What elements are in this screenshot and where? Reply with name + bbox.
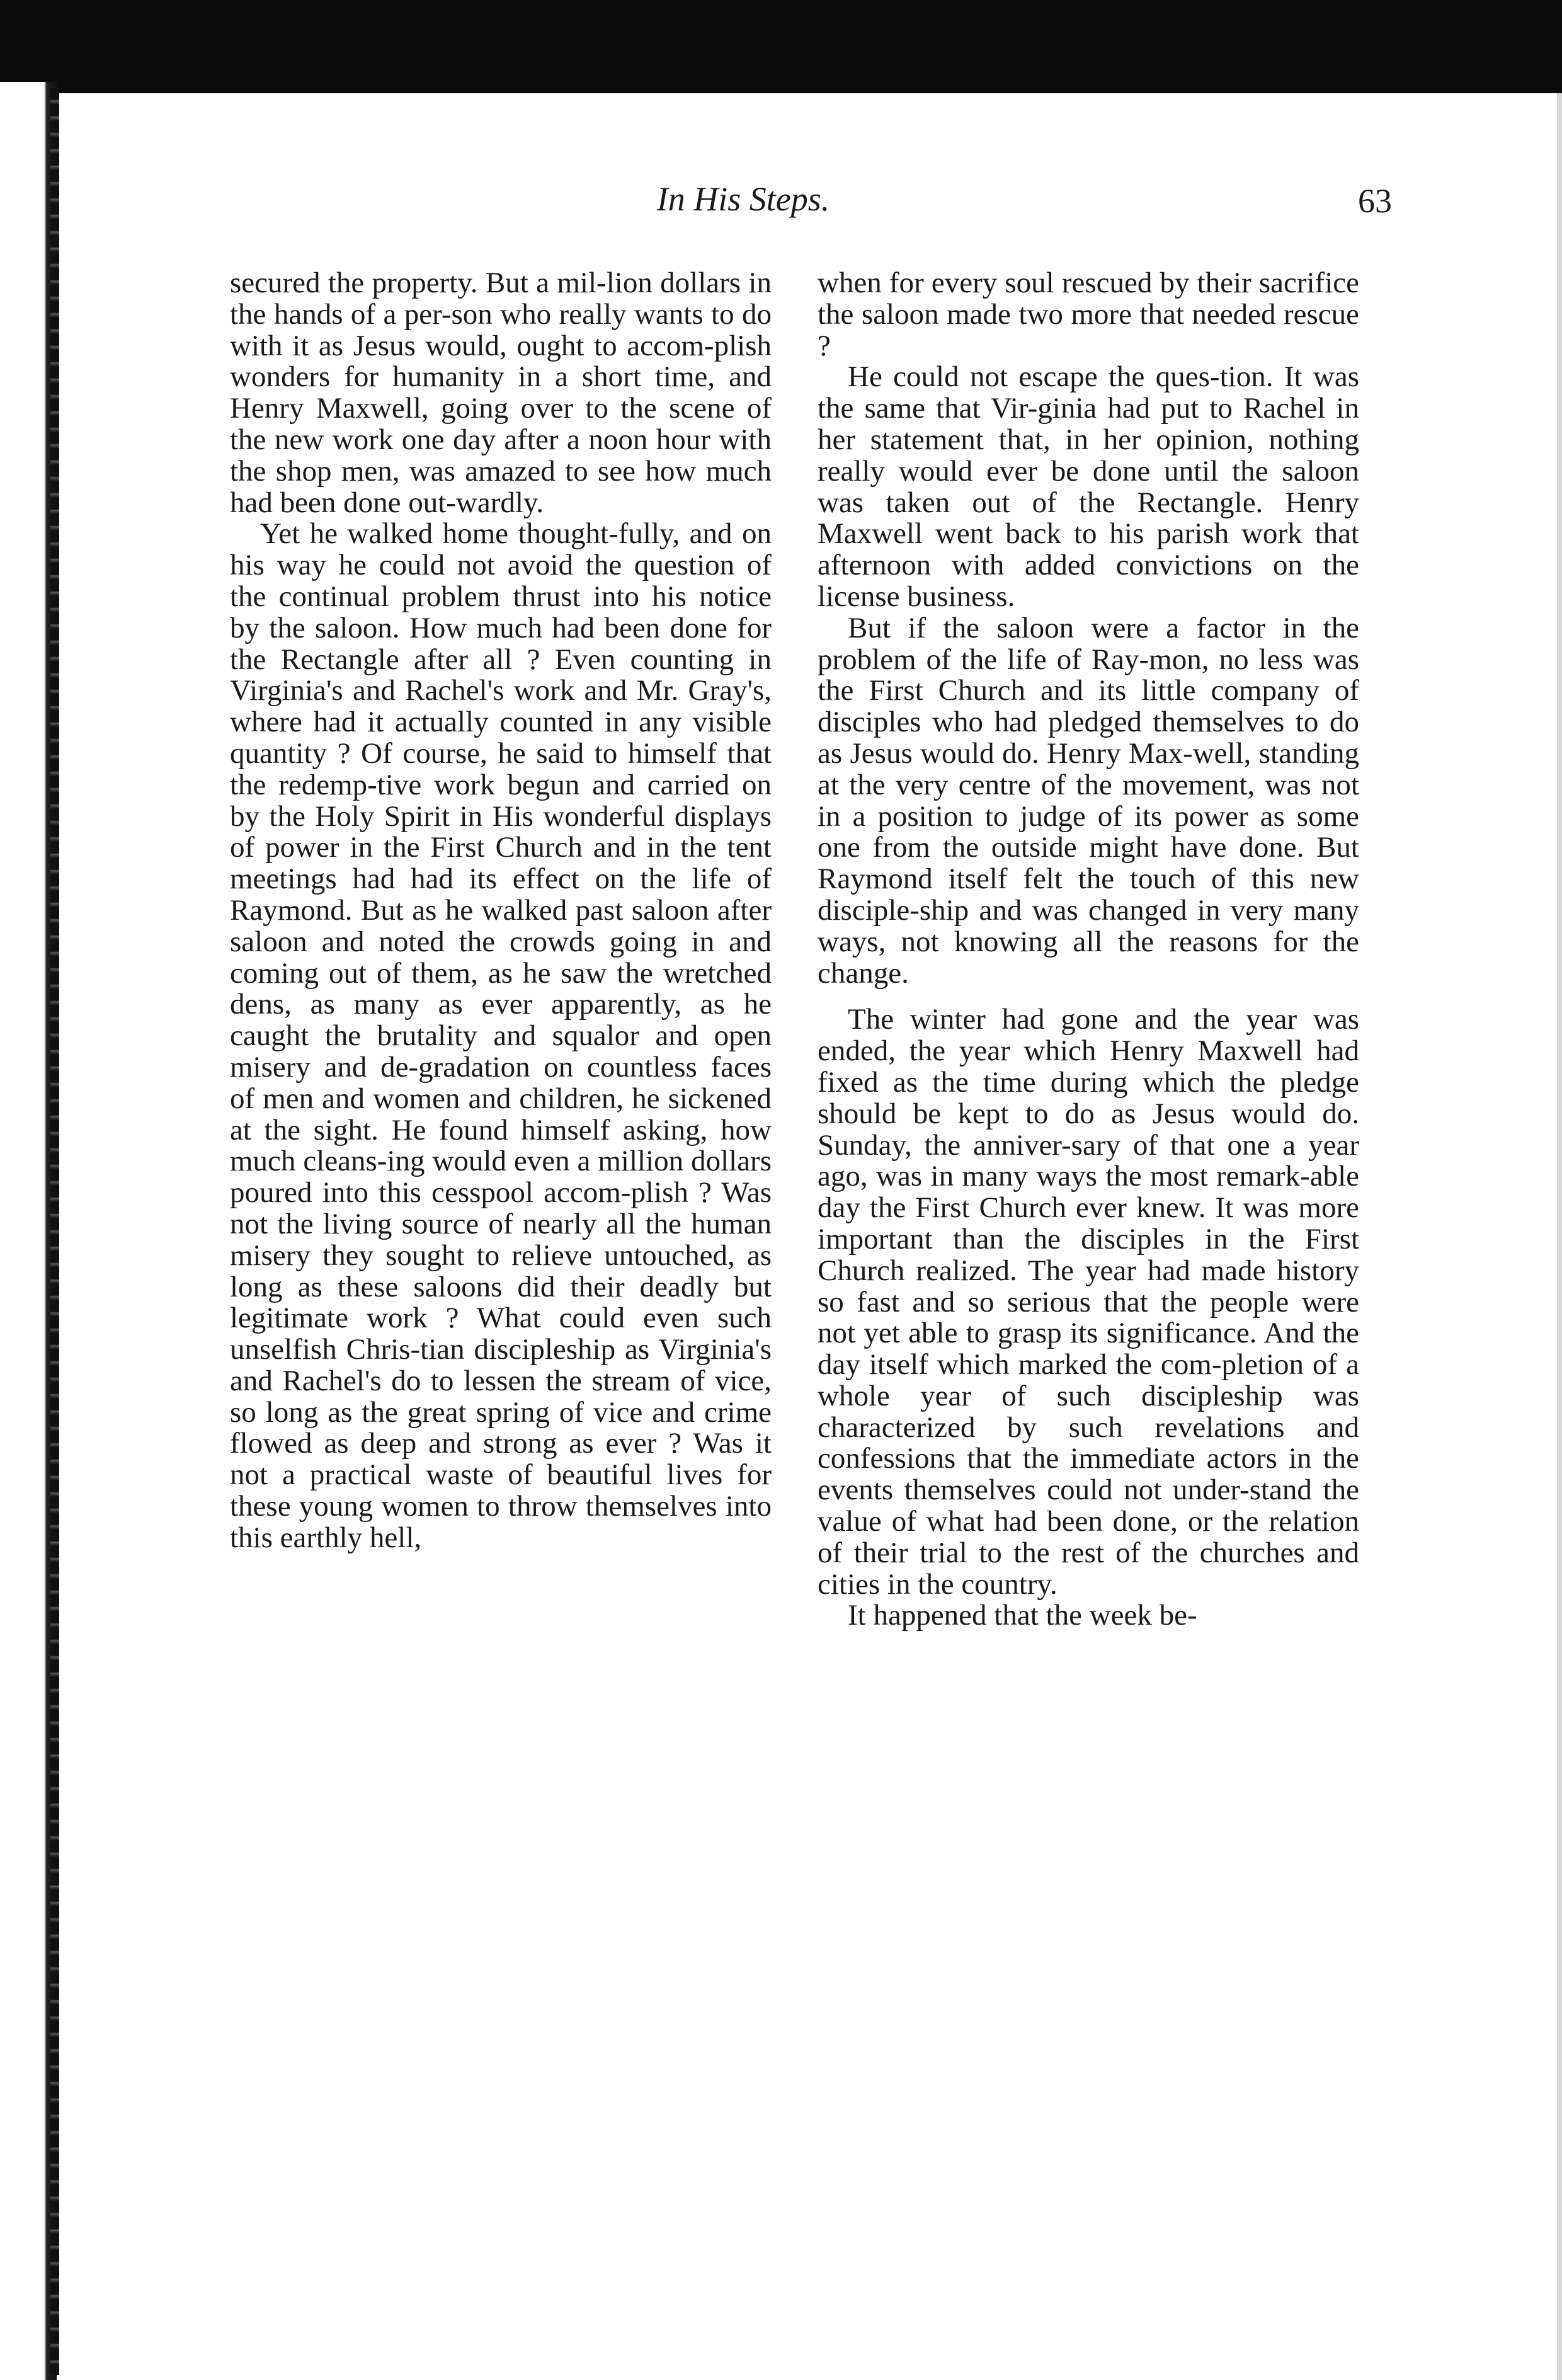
page-number: 63 [1358,182,1392,220]
paragraph: when for every soul rescued by their sacrifice the saloon made two more that needed rescue ? [818,266,1359,362]
paragraph: He could not escape the ques-tion. It was the same that Vir-ginia had put to Rachel in her statement that, in her opinion, nothing really would ever be done until the saloon was taken out of the Rectangle. Henry Maxwell went back to his parish work that afternoon with added convictions on the license business. [818,360,1359,613]
scan-binding-edge [50,88,59,2375]
scan-top-border [0,0,1562,93]
running-title: In His Steps. [656,180,830,218]
paragraph: The winter had gone and the year was ended, the year which Henry Maxwell had fixed as the time during which the pledge should be kept to do as Jesus would do. Sunday, the anniver-sary of that one a year ago, was in many ways the most remark-able day the First Church ever knew. It was more important than the disciples in the First Church realized. The year had made history so fast and so serious that the people were not yet able to grasp its significance. And the day itself which marked the com-pletion of a whole year of such discipleship was characterized by such revelations and confessions that the immediate actors in the events themselves could not under-stand the value of what had been done, or the relation of their trial to the rest of the churches and cities in the country. [818,1003,1359,1601]
scan-binding-margin [0,82,57,2380]
right-column [818,268,1359,1632]
paragraph: secured the property. But a mil-lion dollars in the hands of a per-son who really wants to do with it as Jesus would, ought to accom-plish wonders for humanity in a short time, and Henry Maxwell, going over to the scene of the new work one day after a noon hour with the shop men, was amazed to see how much had been done out-wardly. [230,266,772,519]
paragraph: Yet he walked home thought-fully, and on his way he could not avoid the question of the continual problem thrust into his notice by the saloon. How much had been done for the Rectangle after all ? Even counting in Virginia's and Rachel's work and Mr. Gray's, where had it actually counted in any visible quantity ? Of course, he said to himself that the redemp-tive work begun and carried on by the Holy Spirit in His wonderful displays of power in the First Church and in the tent meetings had had its effect on the life of Raymond. But as he walked past saloon after saloon and noted the crowds going in and coming out of them, as he saw the wretched dens, as many as ever apparently, as he caught the brutality and squalor and open misery and de-gradation on countless faces of men and women and children, he sickened at the sight. He found himself asking, how much cleans-ing would even a million dollars poured into this cesspool accom-plish ? Was not the living source of nearly all the human misery they sought to relieve untouched, as long as these saloons did their deadly but legitimate work ? What could even such unselfish Chris-tian discipleship as Virginia's and Rachel's do to lessen the stream of vice, so long as the great spring of vice and crime flowed as deep and strong as ever ? Was it not a practical waste of beautiful lives for these young women to throw themselves into this earthly hell, [230,517,772,1554]
scan-right-edge [1557,93,1562,2380]
left-column [230,268,772,1554]
paragraph: It happened that the week be- [848,1599,1197,1632]
paragraph: But if the saloon were a factor in the problem of the life of Ray-mon, no less was the First Church and its little company of disciples who had pledged themselves to do as Jesus would do. Henry Max-well, standing at the very centre of the movement, was not in a position to judge of its power as some one from the outside might have done. But Raymond itself felt the touch of this new disciple-ship and was changed in very many ways, not knowing all the reasons for the change. [818,611,1359,990]
